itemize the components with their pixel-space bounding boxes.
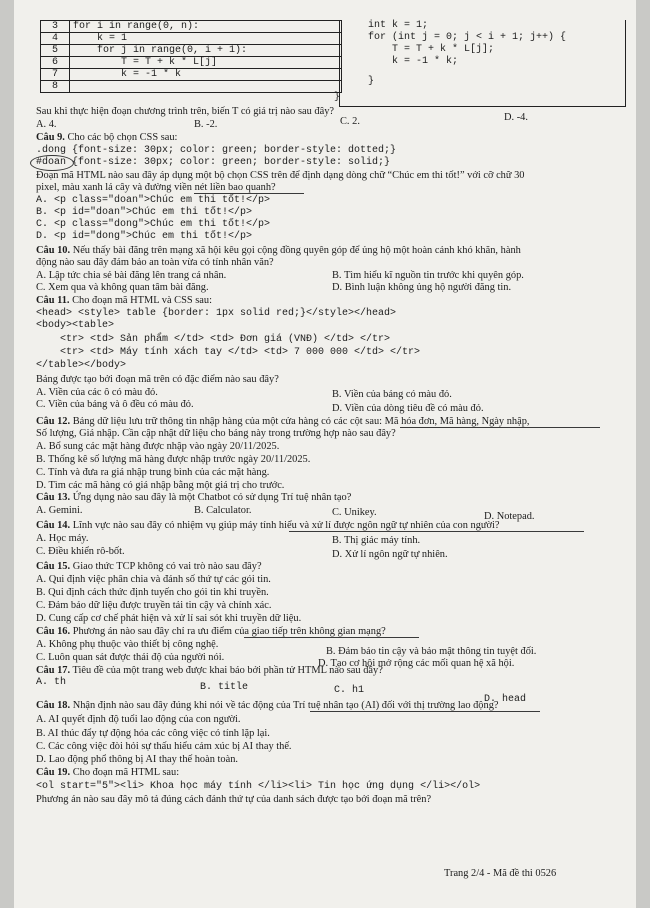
page-footer: Trang 2/4 - Mã đề thi 0526 [444,868,557,879]
q12-line2: Số lượng, Giá nhập. Cần cập nhật dữ liệu cho bảng này trong trường hợp nào sau đây? [36,428,396,439]
python-code-table [40,20,342,93]
q9-question-line2: pixel, màu xanh lá cây và đường viền nét liền bao quanh? [36,182,276,193]
code-line: k = -1 * k [70,69,342,81]
q8-option-a: A. 4. [36,119,57,130]
code-line: for i in range(0, n): [70,21,342,33]
q19-question: Phương án nào sau đây mô tả đúng cách đánh thứ tự của danh sách được tạo bởi đoạn mã trên? [36,794,432,805]
q9-title: Câu 9. [36,132,65,143]
q10-line2: động nào sau đây đảm bảo an toàn vừa có tính nhân văn? [36,257,274,268]
q11-code-line: <body><table> [36,320,115,331]
code-row [41,69,342,81]
q10-option-a: A. Lập tức chia sẻ bài đăng lên trang cá nhân. [36,270,227,281]
q11-code-line: <tr> <td> Sản phẩm </td> <td> Đơn giá (VNĐ) </td> </tr> [36,334,391,345]
q11-title: Câu 11. [36,295,70,306]
q15-option-c: C. Đảm bảo dữ liệu được truyền tải tin cậy và chính xác. [36,600,272,611]
q9-css-doan: #doan {font-size: 30px; color: green; border-style: solid;} [36,157,391,168]
q19-title: Câu 19. [36,767,71,778]
q13-title: Câu 13. [36,492,71,503]
q10-option-d: D. Bình luận không ủng hộ người đăng tin. [332,282,512,293]
line-number: 4 [41,33,70,45]
q9-option-d: D. <p id="dong">Chúc em thi tốt!</p> [36,231,253,242]
q10-title: Câu 10. [36,245,71,256]
q10-option-c: C. Xem qua và không quan tâm bài đăng. [36,282,209,293]
code-row [41,81,342,93]
q15-stem: Giao thức TCP không có vai trò nào sau đây? [72,561,262,572]
q13-option-c: C. Unikey. [332,507,377,518]
pen-underline-mark [244,637,419,638]
code-line: for j in range(0, i + 1): [70,45,342,57]
q17-stem: Tiêu đề của một trang web được khai báo bởi phần tử HTML nào sau đây? [72,665,383,676]
exam-page [14,0,636,908]
q13-option-d: D. Notepad. [484,511,535,522]
q11-option-b: B. Viền của bảng có màu đỏ. [332,389,452,400]
cpp-code-box [334,20,626,107]
code-line [70,81,342,93]
q15-option-a: A. Qui định việc phân chia và đánh số thứ tự các gói tin. [36,574,271,585]
q18-title: Câu 18. [36,700,71,711]
line-number: 6 [41,57,70,69]
q12-option-a: A. Bổ sung các mặt hàng được nhập vào ngày 20/11/2025. [36,441,280,452]
q19-stem: Cho đoạn mã HTML sau: [72,767,180,778]
q11-code-line: </table></body> [36,360,127,371]
code-line: T = T + k * L[j] [70,57,342,69]
q17-option-d: D. head [484,694,527,705]
q9-question-line1: Đoạn mã HTML nào sau đây áp dụng một bộ chọn CSS trên để định dạng dòng chữ “Chúc em thi tốt!” với cỡ chữ 30 [36,170,525,181]
q11-question: Bảng được tạo bởi đoạn mã trên có đặc điểm nào sau đây? [36,374,279,385]
q11-option-a: A. Viền của các ô có màu đỏ. [36,387,158,398]
cpp-line: } [334,92,341,103]
q11-option-d: D. Viền của dòng tiêu đề có màu đỏ. [332,403,484,414]
q13-stem: Ứng dụng nào sau đây là một Chatbot có sử dụng Trí tuệ nhân tạo? [72,492,352,503]
cpp-line: int k = 1; [368,20,429,31]
q11-stem: Cho đoạn mã HTML và CSS sau: [72,295,212,306]
q18-option-d: D. Lao động phổ thông bị AI thay thế hoàn toàn. [36,754,239,765]
q16-option-c: C. Luôn quan sát được thái độ của người nói. [36,652,225,663]
q19-code: <ol start="5"><li> Khoa học máy tính </li><li> Tin học ứng dụng </li></ol> [36,781,481,792]
code-row [41,21,342,33]
q14-option-c: C. Điều khiển rô-bốt. [36,546,125,557]
line-number: 7 [41,69,70,81]
pen-circle-mark [30,155,74,171]
cpp-line: k = -1 * k; [368,56,459,67]
code-row [41,33,342,45]
q9-stem: Cho các bộ chọn CSS sau: [67,132,178,143]
q16-title: Câu 16. [36,626,71,637]
q15-option-d: D. Cung cấp cơ chế phát hiện và xử lí sai sót khi truyền dữ liệu. [36,613,302,624]
q12-line1: Bảng dữ liệu lưu trữ thông tin nhập hàng của một cửa hàng có các cột sau: Mã hóa đơn, Mã hàng, Ngày nhập, [72,416,530,427]
line-number: 3 [41,21,70,33]
q16-stem: Phương án nào sau đây chỉ ra ưu điểm của giao tiếp trên không gian mạng? [72,626,386,637]
q14-stem: Lĩnh vực nào sau đây có nhiệm vụ giúp máy tính hiểu và xử lí được ngôn ngữ tự nhiên của con người? [72,520,500,531]
q12-option-c: C. Tính và đưa ra giá nhập trung bình của các mặt hàng. [36,467,270,478]
q13-option-a: A. Gemini. [36,505,83,516]
q18-option-a: A. AI quyết định độ tuổi lao động của con người. [36,714,241,725]
q9-option-b: B. <p id="doan">Chúc em thi tốt!</p> [36,207,253,218]
q16-option-d: D. Tạo cơ hội mở rộng các mối quan hệ xã hội. [318,658,515,669]
pen-underline-mark [400,427,600,428]
q17-option-c: C. h1 [334,685,365,696]
q11-code-line: <tr> <td> Máy tính xách tay </td> <td> 7 000 000 </td> </tr> [36,347,421,358]
q12-option-d: D. Tìm các mã hàng có giá nhập bằng một giá trị cho trước. [36,480,285,491]
q17-option-a: A. th [36,677,67,688]
q16-option-b: B. Đảm bảo tin cậy và bảo mật thông tin tuyệt đối. [326,646,537,657]
pen-underline-mark [194,193,304,194]
q18-option-b: B. AI thúc đẩy tự động hóa các công việc có tính lặp lại. [36,728,270,739]
q8-option-d: D. -4. [504,112,528,123]
pen-underline-mark [310,711,540,712]
q13-option-b: B. Calculator. [194,505,252,516]
pen-underline-mark [289,531,584,532]
q8-option-c: C. 2. [340,116,360,127]
q18-stem: Nhận định nào sau đây đúng khi nói về tác động của Trí tuệ nhân tạo (AI) đối với thị trường lao động? [72,700,499,711]
q17-option-b: B. title [200,682,249,693]
q9-option-a: A. <p class="doan">Chúc em thi tốt!</p> [36,195,271,206]
q11-option-c: C. Viền của bảng và ô đều có màu đỏ. [36,399,194,410]
q14-option-a: A. Học máy. [36,533,89,544]
q8-stem: Sau khi thực hiện đoạn chương trình trên, biến T có giá trị nào sau đây? [36,106,335,117]
code-row [41,57,342,69]
line-number: 5 [41,45,70,57]
q9-option-c: C. <p class="dong">Chúc em thi tốt!</p> [36,219,271,230]
q14-option-b: B. Thị giác máy tính. [332,535,421,546]
q15-option-b: B. Qui định cách thức định tuyến cho gói tin khi truyền. [36,587,269,598]
q10-option-b: B. Tìm hiểu kĩ nguồn tin trước khi quyên góp. [332,270,524,281]
code-row [41,45,342,57]
q9-css-dong: .dong {font-size: 30px; color: green; border-style: dotted;} [36,145,397,156]
q12-title: Câu 12. [36,416,71,427]
q14-title: Câu 14. [36,520,71,531]
q10-line1: Nếu thấy bài đăng trên mạng xã hội kêu gọi cộng đồng quyên góp để ủng hộ một hoàn cảnh khó khăn, hành [72,245,521,256]
q14-option-d: D. Xử lí ngôn ngữ tự nhiên. [332,549,448,560]
q12-option-b: B. Thống kê số lượng mã hàng được nhập trước ngày 20/11/2025. [36,454,311,465]
q11-code-line: <head> <style> table {border: 1px solid red;}</style></head> [36,308,397,319]
cpp-line: } [368,76,375,87]
q17-title: Câu 17. [36,665,71,676]
q18-option-c: C. Các công việc đòi hỏi sự thấu hiểu cảm xúc bị AI thay thế. [36,741,292,752]
cpp-line: for (int j = 0; j < i + 1; j++) { [368,32,567,43]
line-number: 8 [41,81,70,93]
code-line: k = 1 [70,33,342,45]
q16-option-a: A. Không phụ thuộc vào thiết bị công nghệ. [36,639,219,650]
cpp-line: T = T + k * L[j]; [368,44,495,55]
q15-title: Câu 15. [36,561,71,572]
q8-option-b: B. -2. [194,119,218,130]
